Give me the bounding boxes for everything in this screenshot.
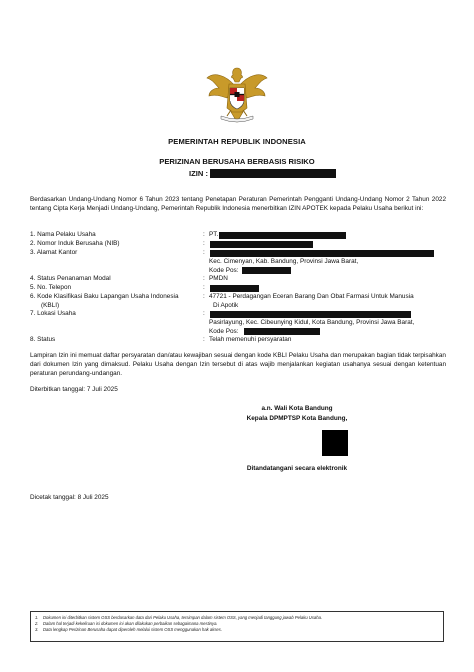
colon: : [203,336,205,343]
value-status: Telah memenuhi persyaratan [209,336,292,343]
garuda-pancasila-emblem-icon [205,64,269,126]
signature-electronic-note: Ditandatangani secara elektronik [246,465,348,472]
colon: : [203,284,205,291]
value-alamat-kodepos-label: Kode Pos: [209,266,239,274]
value-lokasi-line2: Pasirlayung, Kec. Cibeunying Kidul, Kota Bandung, Provinsi Jawa Barat, [209,319,415,326]
value-nama-prefix: PT. [209,231,219,238]
colon: : [203,231,205,238]
footnote-text: Dalam hal terjadi kekeliruan isi dokumen ini akan dilakukan perbaikan sebagaimana mestinya. [43,620,218,626]
redacted-nama [219,232,346,239]
footnote [35,627,440,633]
redacted-izin-number [210,169,336,178]
colon: : [203,240,205,247]
footnotes-box [30,611,444,642]
document-title: PERIZINAN BERUSAHA BERBASIS RISIKO [159,157,315,166]
footnote-number: 1. [35,615,39,620]
signature-role: Kepala DPMPTSP Kota Bandung, [246,415,348,422]
field-label-alamat: 3. Alamat Kantor [30,249,78,256]
izin-label: IZIN : [189,169,208,178]
field-label-lokasi: 7. Lokasi Usaha [30,310,76,317]
footnote-text: Dokumen ini diterbitkan sistem OSS berdasarkan data dari Pelaku Usaha, tersimpan dalam sistem OSS, yang menjadi tanggung jawab Pelaku Usaha. [43,615,323,620]
field-label-kbli-abbr: (KBLI) [41,301,60,309]
issued-date: Diterbitkan tanggal: 7 Juli 2025 [30,386,118,393]
colon: : [203,293,205,300]
colon: : [203,249,205,256]
value-alamat-line2: Kec. Cimenyan, Kab. Bandung, Provinsi Jawa Barat, [209,258,359,265]
redacted-signature [322,430,348,456]
redacted-alamat [210,250,434,257]
value-kbli-line1: 47721 - Perdagangan Eceran Barang Dan Obat Farmasi Untuk Manusia [209,293,414,300]
redacted-nib [210,241,313,248]
field-label-nama: 1. Nama Pelaku Usaha [30,231,96,238]
intro-paragraph: Berdasarkan Undang-Undang Nomor 6 Tahun 2023 tentang Penetapan Peraturan Pemerintah Pengganti Undang-Undang Nomor 2 Tahun 2022 tentang Cipta Kerja Menjadi Undang-Undang, Pemerintah Republik Indonesia menerbitkan IZIN APOTEK kepada Pelaku Usaha berikut ini: [30,196,446,212]
field-label-nib: 2. Nomor Induk Berusaha (NIB) [30,240,120,247]
lampiran-paragraph: Lampiran Izin ini memuat daftar persyaratan dan/atau kewajiban sesuai dengan kode KBLI Pelaku Usaha dan merupakan bagian tidak terpisahkan dari dokumen Izin yang dimaksud. Pelaku Usaha dengan Izin tersebut di atas wajib menjalankan kegiatan usahanya sesuai dengan ketentuan peraturan perundang-undangan. [30,352,446,377]
value-kbli-line2: Di Apotik [213,301,239,309]
redacted-alamat-kodepos [242,267,291,274]
value-status-pm: PMDN [209,275,228,282]
footnote-number: 3. [35,626,39,632]
footnote-number: 2. [35,620,39,626]
colon: : [203,310,205,317]
redacted-lokasi [210,311,411,318]
field-label-kbli: 6. Kode Klasifikasi Baku Lapangan Usaha Indonesia [30,293,179,300]
field-label-status-pm: 4. Status Penanaman Modal [30,275,111,282]
government-heading: PEMERINTAH REPUBLIK INDONESIA [168,137,306,146]
colon: : [203,275,205,282]
field-label-telepon: 5. No. Telepon [30,284,72,291]
redacted-lokasi-kodepos [244,328,320,335]
value-lokasi-kodepos-label: Kode Pos: [209,327,239,335]
footnote-text: Data lengkap Perizinan Berusaha dapat diperoleh melalui sistem OSS menggunakan hak akses. [43,626,223,632]
printed-date: Dicetak tanggal: 8 Juli 2025 [30,494,109,501]
signature-on-behalf: a.n. Wali Kota Bandung [261,405,333,412]
redacted-telepon [210,285,259,292]
field-label-status: 8. Status [30,336,56,343]
